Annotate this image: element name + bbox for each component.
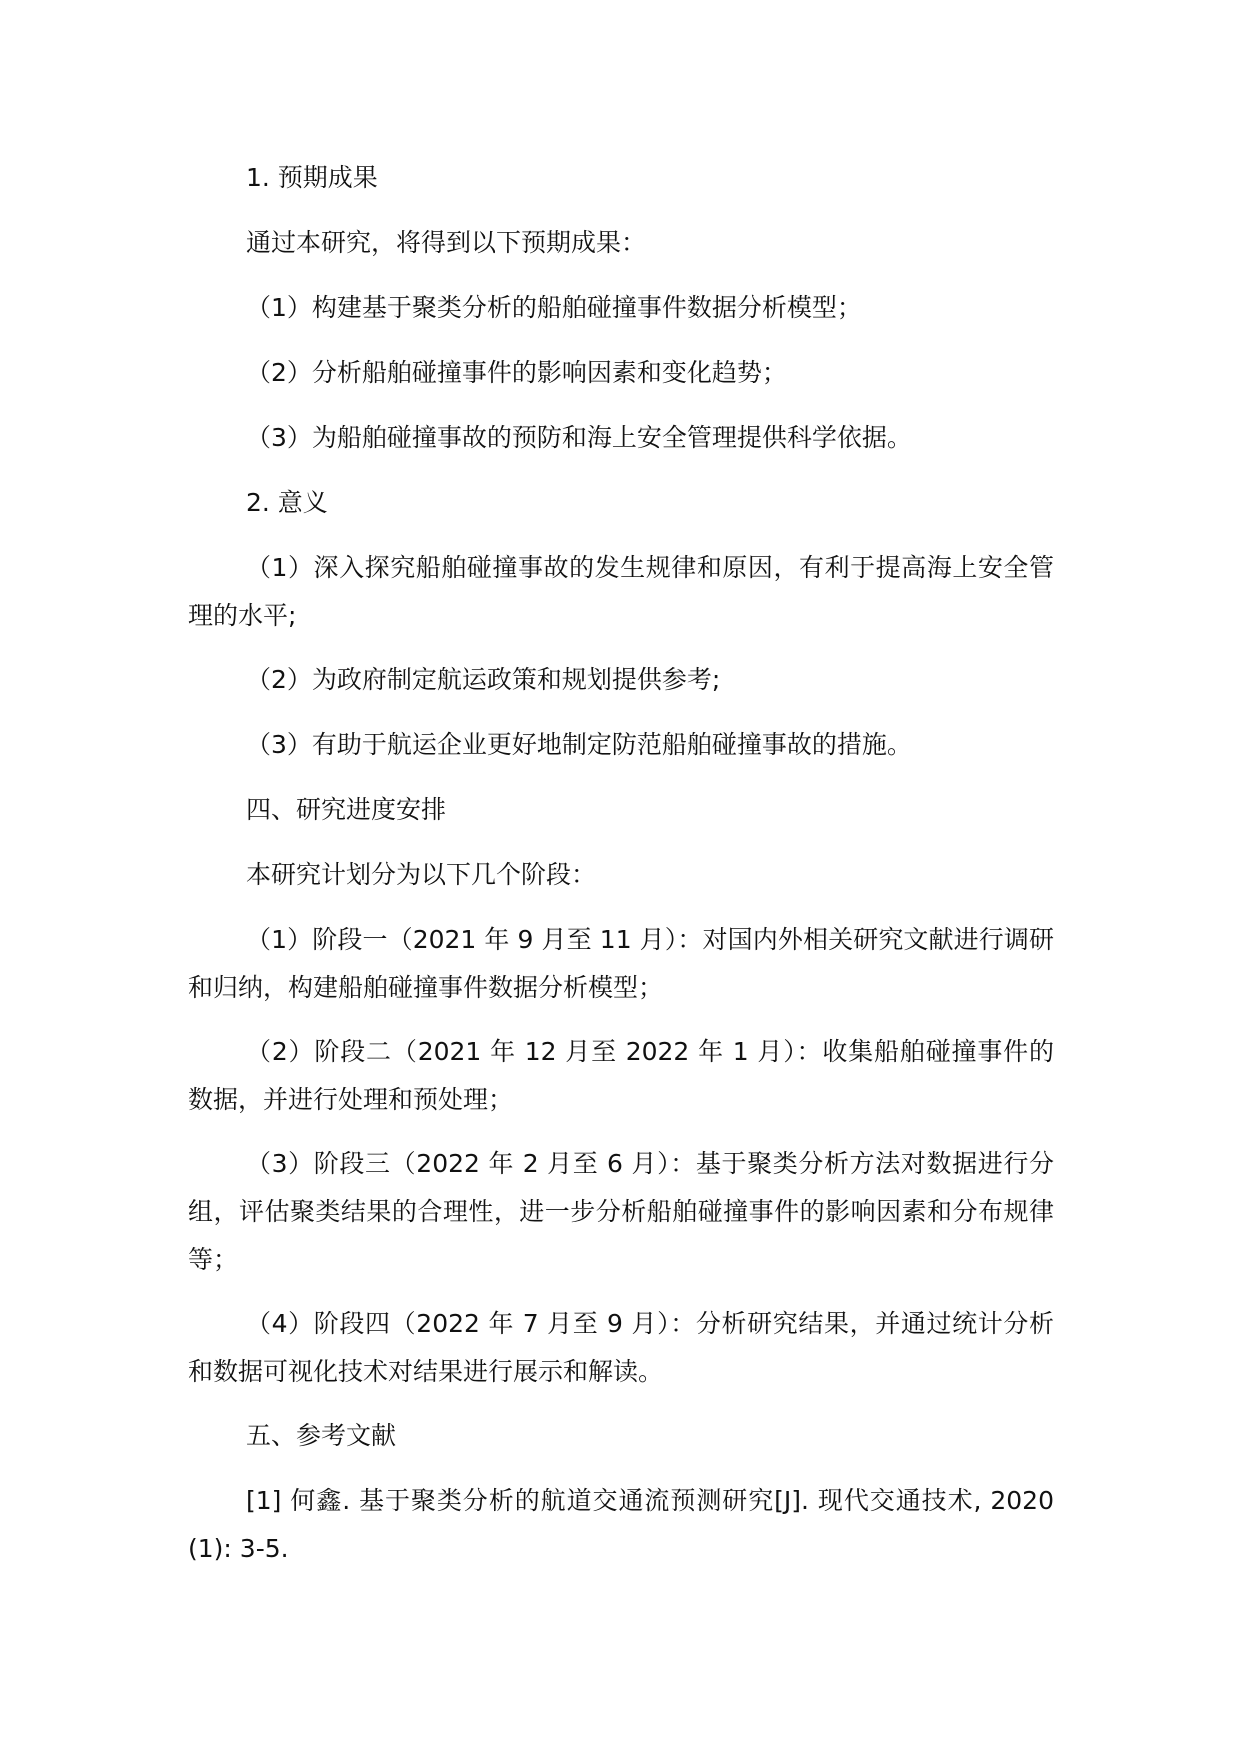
heading-expected-results: 1. 预期成果 bbox=[246, 163, 378, 192]
schedule-stage-2: （2）阶段二（2021 年 12 月至 2022 年 1 月）：收集船舶碰撞事件的数据，并进行处理和预处理； bbox=[188, 1037, 1054, 1114]
heading-significance: 2. 意义 bbox=[246, 488, 328, 517]
document-body bbox=[188, 154, 1054, 1590]
reference-item-1: [1] 何鑫. 基于聚类分析的航道交通流预测研究[J]. 现代交通技术, 2020(1): 3-5. bbox=[188, 1486, 1054, 1563]
heading-research-schedule: 四、研究进度安排 bbox=[246, 795, 447, 824]
schedule-stage-1: （1）阶段一（2021 年 9 月至 11 月）：对国内外相关研究文献进行调研和归纳，构建船舶碰撞事件数据分析模型； bbox=[188, 925, 1054, 1002]
paragraph-schedule-intro: 本研究计划分为以下几个阶段： bbox=[246, 860, 597, 889]
significance-item-2: （2）为政府制定航运政策和规划提供参考; bbox=[246, 665, 721, 694]
schedule-stage-4: （4）阶段四（2022 年 7 月至 9 月）：分析研究结果，并通过统计分析和数据可视化技术对结果进行展示和解读。 bbox=[188, 1309, 1054, 1386]
result-item-3: （3）为船舶碰撞事故的预防和海上安全管理提供科学依据。 bbox=[246, 423, 912, 452]
heading-references: 五、参考文献 bbox=[246, 1421, 397, 1450]
paragraph-intro-results: 通过本研究，将得到以下预期成果： bbox=[246, 228, 647, 257]
significance-item-1: （1）深入探究船舶碰撞事故的发生规律和原因，有利于提高海上安全管理的水平; bbox=[188, 553, 1054, 630]
result-item-2: （2）分析船舶碰撞事件的影响因素和变化趋势； bbox=[246, 358, 787, 387]
result-item-1: （1）构建基于聚类分析的船舶碰撞事件数据分析模型； bbox=[246, 293, 862, 322]
significance-item-3: （3）有助于航运企业更好地制定防范船舶碰撞事故的措施。 bbox=[246, 730, 912, 759]
schedule-stage-3: （3）阶段三（2022 年 2 月至 6 月）：基于聚类分析方法对数据进行分组，评估聚类结果的合理性，进一步分析船舶碰撞事件的影响因素和分布规律等； bbox=[188, 1149, 1054, 1274]
